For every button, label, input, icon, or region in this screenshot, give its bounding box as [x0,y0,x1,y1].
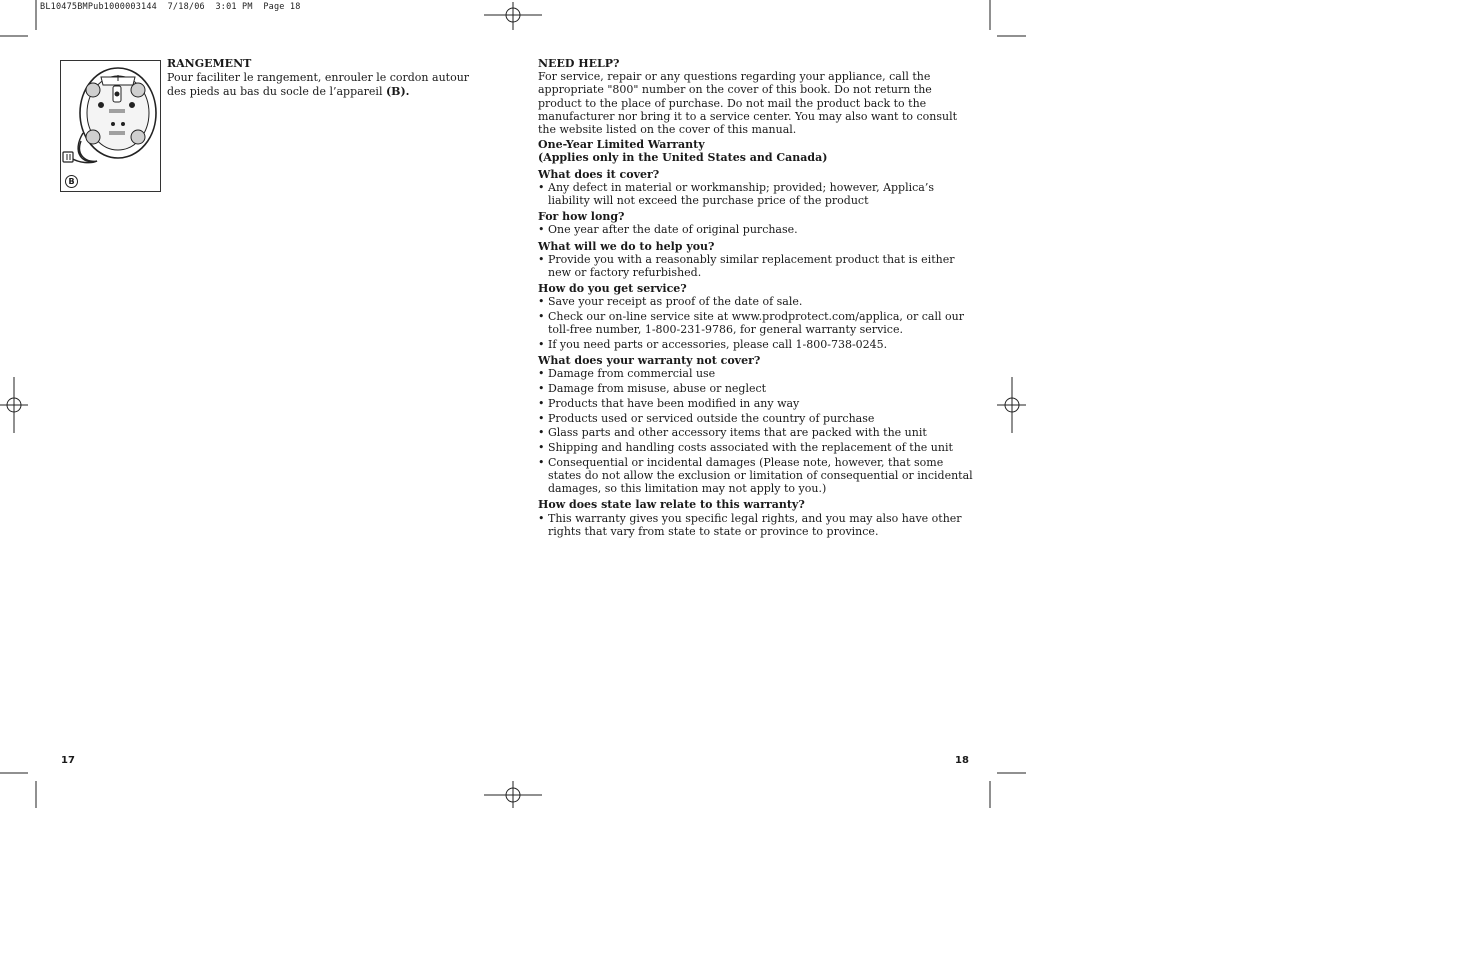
warranty-section-list [538,512,978,538]
bullet-icon: • [538,295,545,309]
bullet-icon: • [538,382,545,396]
list-item [538,397,978,410]
page-number-left: 17 [61,755,75,766]
list-item [538,367,978,380]
list-item-text: One year after the date of original purchase. [548,223,798,237]
warranty-subtitle: (Applies only in the United States and Canada) [538,151,828,165]
warranty-section-list [538,367,978,495]
need-help-intro: For service, repair or any questions regarding your appliance, call the appropriate "800" number on the cover of this book. Do not return the product to the place of purchase. Do not mail the product back to the manufacturer nor bring it to a service center. You may also want to consult the website listed on the cover of this manual. [538,70,958,137]
warranty-section-heading: What does your warranty not cover? [538,354,761,368]
need-help-heading: NEED HELP? [538,57,620,70]
warranty-section-heading: How do you get service? [538,282,687,296]
list-item [538,456,978,496]
registration-mark-right [997,377,1026,433]
list-item-text: Check our on-line service site at www.prodprotect.com/applica, or call our toll-free number, 1-800-231-9786, for general warranty service. [548,310,964,337]
list-item-text: This warranty gives you specific legal rights, and you may also have other rights that vary from state to state or province to province. [548,511,962,538]
registration-mark-left [0,377,28,433]
appliance-base-illustration [60,60,161,192]
list-item [538,253,978,279]
bullet-icon: • [538,411,545,425]
rangement-body: Pour faciliter le rangement, enrouler le cordon autour des pieds au bas du socle de l’appareil (B). [167,71,470,98]
list-item-text: Any defect in material or workmanship; provided; however, Applica’s liability will not exceed the purchase price of the product [548,180,934,208]
list-item-text: Glass parts and other accessory items that are packed with the unit [548,426,927,440]
bullet-icon: • [538,455,545,469]
bullet-icon: • [538,426,545,440]
list-item [538,310,978,336]
warranty-section-heading: What does it cover? [538,167,660,181]
warranty-section-list [538,181,978,207]
appliance-base-cord-wrap-icon [61,61,160,191]
list-item-text: Products that have been modified in any way [548,396,800,410]
slug-line: BL10475BMPub1000003144 7/18/06 3:01 PM Page 18 [40,2,301,12]
list-item [538,412,978,425]
warranty-section-heading: For how long? [538,210,625,224]
list-item [538,181,978,207]
list-item-text: Shipping and handling costs associated with the replacement of the unit [548,440,953,454]
bullet-icon: • [538,338,545,352]
list-item [538,426,978,439]
bullet-icon: • [538,252,545,266]
warranty-section-heading: What will we do to help you? [538,239,715,253]
list-item [538,512,978,538]
bullet-icon: • [538,440,545,454]
warranty-sections [538,168,978,538]
bullet-icon: • [538,223,545,237]
list-item-text: Provide you with a reasonably similar replacement product that is either new or factory refurbished. [548,252,955,280]
list-item-text: Consequential or incidental damages (Please note, however, that some states do not allow the exclusion or limitation of consequential or incidental damages, so this limitation may not apply to you.) [548,455,973,496]
list-item-text: Save your receipt as proof of the date of sale. [548,295,803,309]
warranty-section-list [538,295,978,351]
figure-label-b: B [65,175,78,188]
rangement-heading: RANGEMENT [167,57,252,70]
warranty-title: One-Year Limited Warranty [538,138,705,152]
bullet-icon: • [538,367,545,381]
list-item-text: Damage from commercial use [548,367,716,381]
list-item-text: Damage from misuse, abuse or neglect [548,382,767,396]
list-item [538,441,978,454]
list-item [538,223,978,236]
bullet-icon: • [538,511,545,525]
bullet-icon: • [538,310,545,324]
list-item [538,338,978,351]
list-item [538,382,978,395]
bullet-icon: • [538,180,545,194]
rangement-section [167,57,487,98]
list-item-text: If you need parts or accessories, please call 1-800-738-0245. [548,338,888,352]
warranty-section-list [538,253,978,279]
registration-mark-top [484,2,542,30]
list-item-text: Products used or serviced outside the country of purchase [548,411,875,425]
bullet-icon: • [538,396,545,410]
page-number-right: 18 [955,755,969,766]
need-help-column [538,57,978,539]
registration-mark-bottom [484,781,542,808]
list-item [538,295,978,308]
warranty-section-heading: How does state law relate to this warranty? [538,498,805,512]
warranty-section-list [538,223,978,236]
